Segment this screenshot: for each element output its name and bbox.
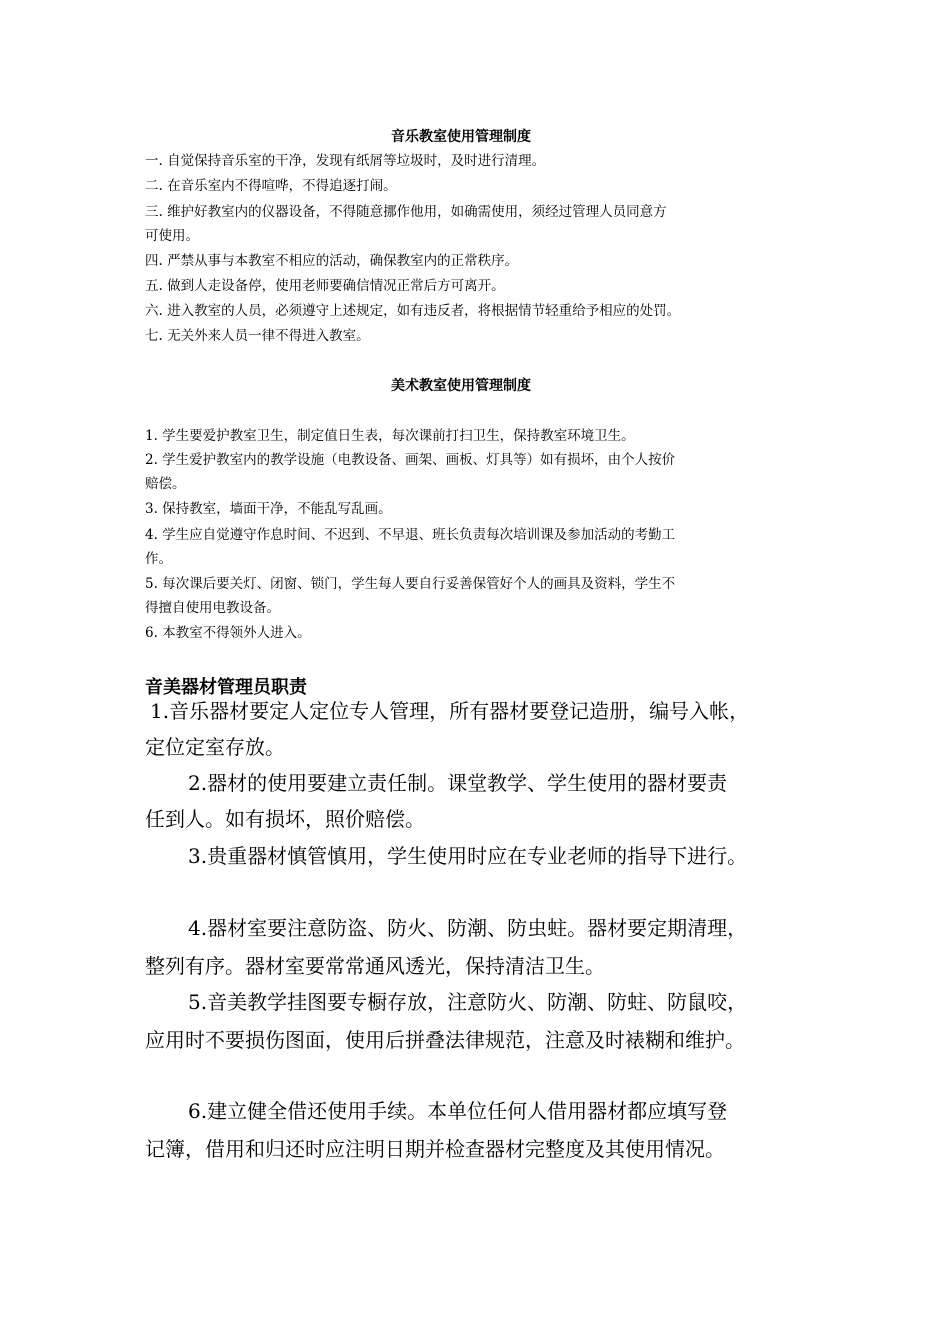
music-rule-line: 一. 自觉保持音乐室的干净，发现有纸屑等垃圾时，及时进行清理。 (145, 153, 546, 169)
equipment-duty-line: 2.器材的使用要建立责任制。课堂教学、学生使用的器材要责 (188, 771, 728, 795)
equipment-duty-line: 5.音美教学挂图要专橱存放，注意防火、防潮、防蛀、防鼠咬， (188, 990, 748, 1014)
equipment-duty-line: 3.贵重器材慎管慎用，学生使用时应在专业老师的指导下进行。 (188, 844, 748, 868)
music-rule-line: 五. 做到人走设备停，使用老师要确信情况正常后方可离开。 (145, 278, 505, 294)
music-rule-line: 六. 进入教室的人员，必须遵守上述规定，如有违反者，将根据情节轻重给予相应的处罚。 (145, 303, 681, 319)
music-rule-line: 二. 在音乐室内不得喧哗，不得追逐打闹。 (145, 178, 397, 194)
music-rule-line: 可使用。 (145, 228, 199, 244)
music-rule-line: 三. 维护好教室内的仪器设备，不得随意挪作他用，如确需使用，须经过管理人员同意方 (145, 204, 667, 220)
art-rule-line: 作。 (145, 551, 172, 567)
equipment-duty-line: 整列有序。器材室要常常通风透光，保持清洁卫生。 (145, 954, 605, 978)
music-rules-title: 音乐教室使用管理制度 (391, 129, 531, 145)
equipment-duty-line: 6.建立健全借还使用手续。本单位任何人借用器材都应填写登 (188, 1099, 728, 1123)
music-rule-line: 四. 严禁从事与本教室不相应的活动，确保教室内的正常秩序。 (145, 253, 519, 269)
art-rule-line: 1. 学生要爱护教室卫生，制定值日生表，每次课前打扫卫生，保持教室环境卫生。 (145, 428, 635, 444)
equipment-duty-line: 4.器材室要注意防盗、防火、防潮、防虫蛀。器材要定期清理， (188, 916, 748, 940)
art-rule-line: 2. 学生爱护教室内的教学设施（电教设备、画架、画板、灯具等）如有损坏，由个人按价 (145, 452, 676, 468)
art-rule-line: 3. 保持教室，墙面干净，不能乱写乱画。 (145, 501, 392, 517)
art-rule-line: 赔偿。 (145, 476, 186, 492)
art-rules-title: 美术教室使用管理制度 (391, 378, 531, 394)
equipment-duty-line: 应用时不要损伤图面，使用后拼叠法律规范，注意及时裱糊和维护。 (145, 1028, 745, 1052)
equipment-duty-line: 定位定室存放。 (145, 735, 285, 759)
art-rule-line: 得擅自使用电教设备。 (145, 600, 280, 616)
art-rule-line: 4. 学生应自觉遵守作息时间、不迟到、不早退、班长负责每次培训课及参加活动的考勤工 (145, 527, 676, 543)
art-rule-line: 6. 本教室不得领外人进入。 (145, 625, 311, 641)
equipment-duty-line: 1.音乐器材要定人定位专人管理，所有器材要登记造册，编号入帐， (150, 699, 750, 723)
equipment-duty-line: 记簿，借用和归还时应注明日期并检查器材完整度及其使用情况。 (145, 1137, 725, 1161)
art-rule-line: 5. 每次课后要关灯、闭窗、锁门，学生每人要自行妥善保管好个人的画具及资料，学生不 (145, 576, 676, 592)
music-rule-line: 七. 无关外来人员一律不得进入教室。 (145, 328, 370, 344)
equipment-duty-line: 任到人。如有损坏，照价赔偿。 (145, 807, 425, 831)
equipment-duties-title: 音美器材管理员职责 (145, 677, 307, 698)
